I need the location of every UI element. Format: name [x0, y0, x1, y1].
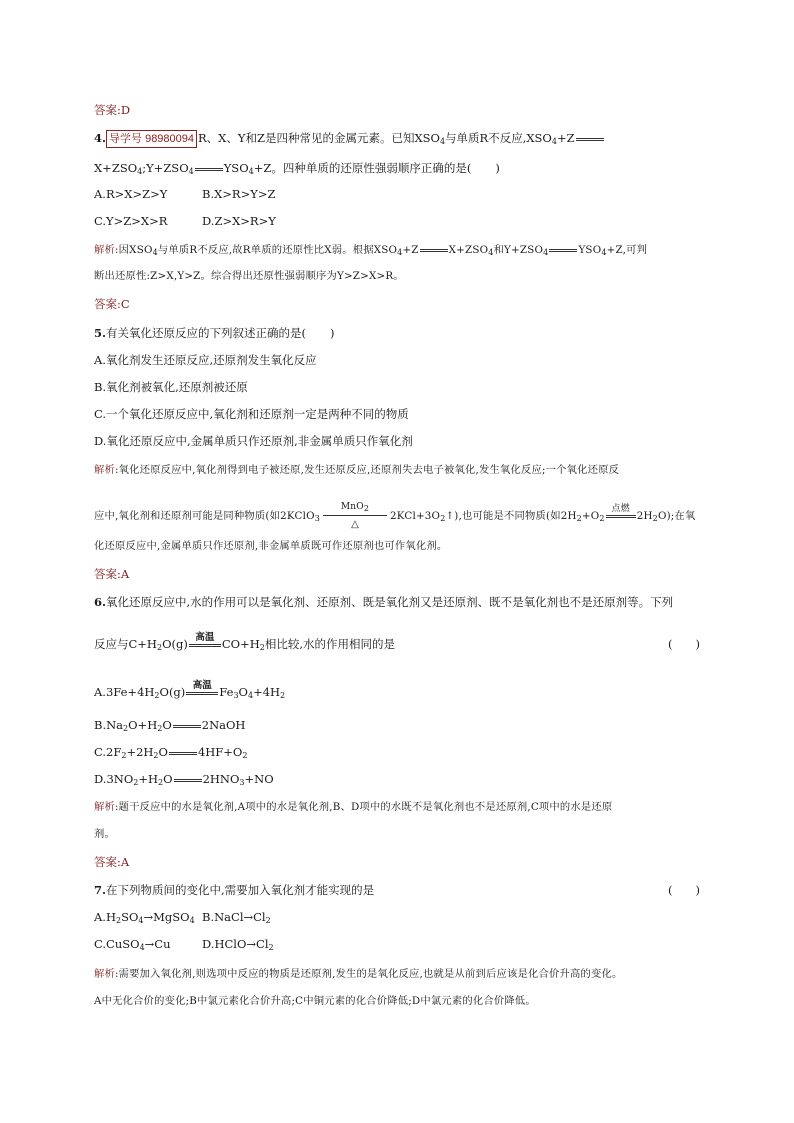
q4-text: ;Y+ZSO	[142, 161, 189, 175]
q6-text: 反应与C+H	[94, 637, 157, 651]
q6-explanation-line1	[94, 799, 612, 815]
explanation-text: 2KCl+3O	[390, 510, 441, 522]
equals-sign	[549, 249, 577, 252]
option-d[interactable]: D.Z>X>R>Y	[202, 214, 276, 228]
option-a[interactable]: $A.3Fe+4H_2O(g)$ 高温 $Fe_3O_4+4H_2$	[94, 679, 286, 700]
explanation-text: :题干反应中的水是氧化剂,A项中的水是氧化剂,B、D项中的水既不是氧化剂也不是还原剂,C项中的水是还原	[115, 801, 613, 813]
reaction-arrow	[323, 502, 387, 530]
explanation-text: +Z,可判	[606, 244, 648, 256]
equals-sign	[173, 725, 201, 728]
condition-label: 高温	[195, 631, 215, 643]
subscript: 2	[259, 643, 265, 652]
q4-options-row2	[94, 213, 276, 229]
ignite-label: 点燃	[611, 503, 630, 514]
answer-label: 答案:	[94, 297, 121, 311]
q4-text: R、X、Y和Z是四种常见的金属元素。已知XSO	[198, 131, 440, 145]
option-d[interactable]: $D.HClO\to Cl_2$	[202, 937, 274, 952]
subscript: 4	[397, 248, 403, 257]
q4-options-row1	[94, 186, 275, 202]
equals-sign	[576, 138, 604, 141]
catalyst-label: MnO$_2$	[340, 502, 370, 513]
option-c[interactable]: $C.2F_2+2H_2O$ $4HF+O_2$	[94, 745, 248, 760]
q4-text: +Z	[556, 131, 575, 145]
explanation-label: 解析	[94, 968, 115, 980]
subscript: 2	[652, 514, 658, 523]
q5-explanation-line1	[94, 462, 619, 478]
condition-label: 高温	[192, 679, 212, 691]
explanation-text: +Z	[402, 244, 419, 256]
prev-answer	[94, 102, 130, 118]
q7-explanation-line2: A中无化合价的变化;B中氯元素化合价升高;C中铜元素的化合价降低;D中氯元素的化合价降低。	[94, 995, 536, 1007]
option-c[interactable]: C.CuSO$_4$→Cu	[94, 937, 171, 952]
q5-explanation-line2	[94, 502, 696, 530]
q6-text: 相比较,水的作用相同的是	[264, 637, 395, 651]
subscript: 4	[601, 248, 607, 257]
q4-answer	[94, 296, 130, 312]
question-number: 4.	[94, 131, 107, 145]
subscript: 4	[551, 137, 557, 146]
subscript: 4	[137, 167, 143, 176]
option-d[interactable]: D.氧化还原反应中,金属单质只作还原剂,非金属单质只作氧化剂	[94, 434, 413, 448]
q5-text: )	[330, 326, 335, 340]
equals-sign	[169, 752, 197, 755]
option-a[interactable]: $A.H_2SO_4\to MgSO_4$	[94, 910, 195, 925]
q4-text: )	[495, 161, 500, 175]
subscript: 4	[543, 248, 549, 257]
answer-value: A	[120, 567, 130, 581]
q4-text: +Z。四种单质的还原性强弱顺序正确的是(	[253, 161, 472, 175]
option-b[interactable]: B.氧化剂被氧化,还原剂被还原	[94, 380, 248, 394]
question-number: 7.	[94, 883, 107, 897]
subscript: 3	[314, 514, 321, 523]
q7-stem	[94, 882, 374, 898]
q4-stem-line2	[94, 160, 500, 176]
option-b[interactable]: B.X>R>Y>Z	[202, 187, 276, 201]
option-d[interactable]: $D.3NO_2+H_2O$ $2HNO_3+NO$	[94, 772, 274, 787]
subscript: 4	[488, 248, 494, 257]
q4-text: YSO	[223, 161, 249, 175]
answer-label: 答案:	[94, 103, 121, 117]
answer-parens: ( )	[668, 883, 700, 897]
explanation-label: 解析	[94, 244, 115, 256]
subscript: 4	[188, 167, 194, 176]
subscript: 4	[152, 248, 158, 257]
subscript: 2	[156, 643, 163, 652]
q6-answer	[94, 854, 129, 870]
q7-options-row1	[94, 909, 271, 925]
q4-explanation-line2: 断出还原性:Z>X,Y>Z。综合得出还原性强弱顺序为Y>Z>X>R。	[94, 270, 404, 282]
explanation-label: 解析	[94, 464, 115, 476]
equals-sign	[174, 779, 202, 782]
reaction-arrow	[186, 679, 218, 695]
explanation-text: 2H	[636, 510, 653, 522]
explanation-text: 应中,氧化剂和还原剂可能是同种物质(如2KClO	[94, 510, 315, 522]
guide-number-tag[interactable]: 导学号 98980094	[106, 130, 197, 148]
explanation-label: 解析	[94, 801, 115, 813]
option-b[interactable]: $B.Na_2O+H_2O$ 2NaOH	[94, 718, 246, 733]
q5-explanation-line3: 化还原反应中,金属单质只作还原剂,非金属单质既可作还原剂也可作氧化剂。	[94, 540, 448, 552]
subscript: 2	[576, 514, 582, 523]
answer-value: C	[120, 297, 130, 311]
q7-text: 在下列物质间的变化中,需要加入氧化剂才能实现的是	[106, 883, 375, 897]
equals-sign	[420, 249, 448, 252]
q5-answer	[94, 566, 129, 582]
subscript: 2	[599, 514, 605, 523]
q7-explanation-line1	[94, 966, 622, 982]
explanation-text: 和Y+ZSO	[493, 244, 544, 256]
heat-symbol: △	[351, 519, 359, 530]
explanation-text: X+ZSO	[448, 244, 489, 256]
option-a[interactable]: A.氧化剂发生还原反应,还原剂发生氧化反应	[94, 353, 317, 367]
subscript: 4	[439, 137, 446, 146]
option-b[interactable]: $B.NaCl\to Cl_2$	[202, 910, 271, 925]
question-number: 6.	[94, 595, 107, 609]
q6-stem-line1	[94, 594, 673, 610]
q4-explanation-line1	[94, 242, 647, 258]
q7-options-row2	[94, 936, 274, 952]
answer-label: 答案:	[94, 855, 121, 869]
q4-text: X+ZSO	[94, 161, 138, 175]
reaction-arrow	[189, 631, 221, 647]
answer-value: A	[120, 855, 130, 869]
q6-text: CO+H	[221, 637, 260, 651]
q5-text: 有关氧化还原反应的下列叙述正确的是(	[106, 326, 307, 340]
q4-stem-line1	[94, 130, 605, 148]
explanation-text: +O	[581, 510, 600, 522]
q6-text: O(g)	[162, 637, 188, 651]
explanation-text: ↑),也可能是不同物质(如2H	[445, 510, 577, 522]
answer-value: D	[120, 103, 131, 117]
q6-stem-line2	[94, 631, 395, 652]
explanation-text: :需要加入氧化剂,则选项中反应的物质是还原剂,发生的是氧化反应,也就是从前到后应该是化合价升高的变化。	[115, 968, 623, 980]
option-a[interactable]: A.R>X>Z>Y	[94, 187, 168, 201]
explanation-text: YSO	[578, 244, 602, 256]
q6-explanation-line2: 剂。	[94, 828, 115, 840]
explanation-text: O);在氧	[657, 510, 696, 522]
explanation-text: :氧化还原反应中,氧化剂得到电子被还原,发生还原反应,还原剂失去电子被氧化,发生氧化反应;一个氧化还原反	[115, 464, 620, 476]
q6-text: 氧化还原反应中,水的作用可以是氧化剂、还原剂、既是氧化剂又是还原剂、既不是氧化剂也不是还原剂等。下列	[106, 595, 674, 609]
answer-label: 答案:	[94, 567, 121, 581]
question-number: 5.	[94, 326, 107, 340]
q5-stem	[94, 325, 335, 341]
q4-text: 与单质R不反应,XSO	[445, 131, 552, 145]
option-c[interactable]: C.一个氧化还原反应中,氧化剂和还原剂一定是两种不同的物质	[94, 407, 409, 421]
answer-parens: ( )	[668, 637, 700, 651]
equals-sign	[195, 168, 223, 171]
option-c[interactable]: C.Y>Z>X>R	[94, 214, 168, 228]
subscript: 2	[440, 514, 446, 523]
subscript: 4	[248, 167, 254, 176]
reaction-arrow	[606, 503, 636, 518]
explanation-text: :因XSO	[115, 244, 153, 256]
explanation-text: 与单质R不反应,故R单质的还原性比X弱。根据XSO	[157, 244, 398, 256]
